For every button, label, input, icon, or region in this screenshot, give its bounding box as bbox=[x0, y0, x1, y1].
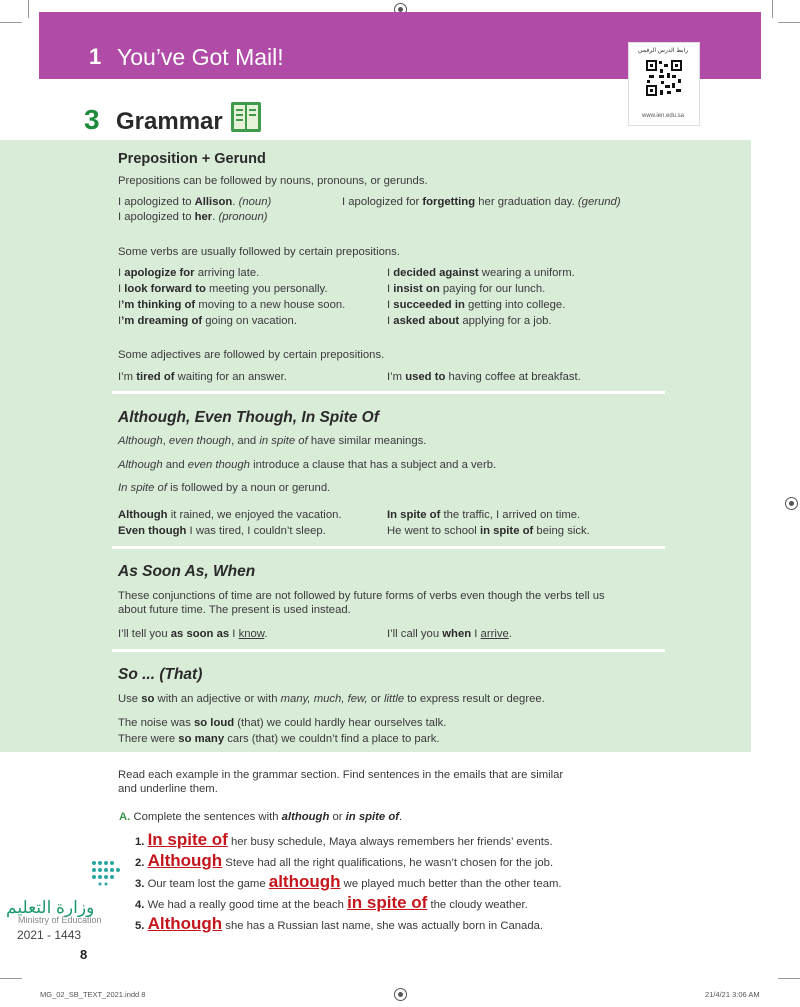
answer-blank[interactable]: Although bbox=[147, 914, 223, 933]
example-line: I apologized to Allison. (noun) bbox=[118, 196, 272, 208]
exercise-item: 5. Although she has a Russian last name, she was actually born in Canada. bbox=[135, 914, 544, 933]
exercise-item: 2. Although Steve had all the right qualifications, he wasn’t chosen for the job. bbox=[135, 851, 554, 870]
example-line: Although it rained, we enjoyed the vacation. bbox=[118, 509, 342, 521]
example-line: There were so many cars (that) we couldn’t find a place to park. bbox=[118, 733, 440, 745]
so-line: Use so with an adjective or with many, much, few, or little to express result or degree. bbox=[118, 693, 545, 705]
footer-timestamp: 21/4/21 3:06 AM bbox=[705, 990, 760, 999]
soon-line: about future time. The present is used instead. bbox=[118, 604, 351, 616]
heading-so-that: So ... (That) bbox=[118, 666, 203, 683]
adj-intro: Some adjectives are followed by certain prepositions. bbox=[118, 349, 385, 361]
although-line: Although, even though, and in spite of have similar meanings. bbox=[118, 435, 427, 447]
exercise-item: 1. In spite of her busy schedule, Maya always remembers her friends’ events. bbox=[135, 830, 553, 849]
example-line: In spite of the traffic, I arrived on time. bbox=[387, 509, 581, 521]
example-line: I’m thinking of moving to a new house soon. bbox=[118, 299, 346, 311]
answer-blank[interactable]: In spite of bbox=[147, 830, 228, 849]
instruction-line: Read each example in the grammar section. Find sentences in the emails that are similar bbox=[118, 769, 564, 781]
exercise-item: 3. Our team lost the game although we played much better than the other team. bbox=[135, 872, 562, 891]
example-line: I’ll tell you as soon as I know. bbox=[118, 628, 268, 640]
heading-as-soon-as: As Soon As, When bbox=[118, 563, 256, 580]
section-title: Grammar bbox=[116, 108, 223, 135]
heading-preposition-gerund: Preposition + Gerund bbox=[118, 151, 266, 167]
example-line: I look forward to meeting you personally. bbox=[118, 283, 328, 295]
crop-mark bbox=[778, 978, 800, 979]
example-line: I asked about applying for a job. bbox=[387, 315, 552, 327]
answer-blank[interactable]: in spite of bbox=[347, 893, 428, 912]
section-number: 3 bbox=[84, 104, 100, 135]
qr-code-icon[interactable] bbox=[645, 59, 683, 97]
although-line: Although and even though introduce a clause that has a subject and a verb. bbox=[118, 459, 497, 471]
prep-intro: Prepositions can be followed by nouns, pronouns, or gerunds. bbox=[118, 175, 428, 187]
soon-line: These conjunctions of time are not followed by future forms of verbs even though the verbs tell us bbox=[118, 590, 605, 602]
example-line: I succeeded in getting into college. bbox=[387, 299, 566, 311]
section-divider bbox=[112, 391, 665, 394]
crop-mark bbox=[0, 978, 22, 979]
exercise-item: 4. We had a really good time at the beach in spite of the cloudy weather. bbox=[135, 893, 528, 912]
example-line: He went to school in spite of being sick. bbox=[387, 525, 590, 537]
ministry-english-name: Ministry of Education bbox=[18, 915, 102, 925]
section-divider bbox=[112, 649, 665, 652]
example-line: I apologize for arriving late. bbox=[118, 267, 260, 279]
verbs-intro: Some verbs are usually followed by certain prepositions. bbox=[118, 246, 400, 258]
example-line: I apologized to her. (pronoun) bbox=[118, 211, 268, 223]
example-line: I’ll call you when I arrive. bbox=[387, 628, 512, 640]
book-icon bbox=[230, 100, 262, 134]
example-line: The noise was so loud (that) we could hardly hear ourselves talk. bbox=[118, 717, 447, 729]
example-line: I’m tired of waiting for an answer. bbox=[118, 371, 287, 383]
answer-blank[interactable]: although bbox=[268, 872, 341, 891]
example-line: I decided against wearing a uniform. bbox=[387, 267, 575, 279]
example-line: I’m dreaming of going on vacation. bbox=[118, 315, 297, 327]
registration-target-icon bbox=[785, 497, 798, 510]
although-line: In spite of is followed by a noun or gerund. bbox=[118, 482, 331, 494]
example-line: I apologized for forgetting her graduation day. (gerund) bbox=[342, 196, 621, 208]
footer-filename: MG_02_SB_TEXT_2021.indd 8 bbox=[40, 990, 146, 999]
example-line: I’m used to having coffee at breakfast. bbox=[387, 371, 581, 383]
page-number: 8 bbox=[80, 947, 88, 962]
academic-year: 2021 - 1443 bbox=[17, 928, 82, 942]
example-line: Even though I was tired, I couldn’t sleep. bbox=[118, 525, 326, 537]
crop-mark bbox=[778, 22, 800, 23]
instruction-line: and underline them. bbox=[118, 783, 218, 795]
qr-label: رابط الدرس الرقمي bbox=[637, 48, 689, 54]
answer-blank[interactable]: Although bbox=[147, 851, 223, 870]
example-line: I insist on paying for our lunch. bbox=[387, 283, 546, 295]
qr-url[interactable]: www.ien.edu.sa bbox=[641, 113, 685, 119]
unit-title: You’ve Got Mail! bbox=[117, 44, 284, 70]
crop-mark bbox=[0, 22, 22, 23]
crop-mark bbox=[772, 0, 773, 18]
crop-mark bbox=[28, 0, 29, 18]
section-divider bbox=[112, 546, 665, 549]
ministry-logo-icon bbox=[90, 858, 150, 888]
ministry-arabic-name: وزارة التعليم bbox=[6, 898, 95, 917]
heading-although: Although, Even Though, In Spite Of bbox=[118, 409, 379, 426]
unit-number: 1 bbox=[89, 44, 102, 69]
exercise-instruction: A. Complete the sentences with although or in spite of. bbox=[119, 811, 403, 823]
registration-target-icon bbox=[394, 988, 407, 1001]
